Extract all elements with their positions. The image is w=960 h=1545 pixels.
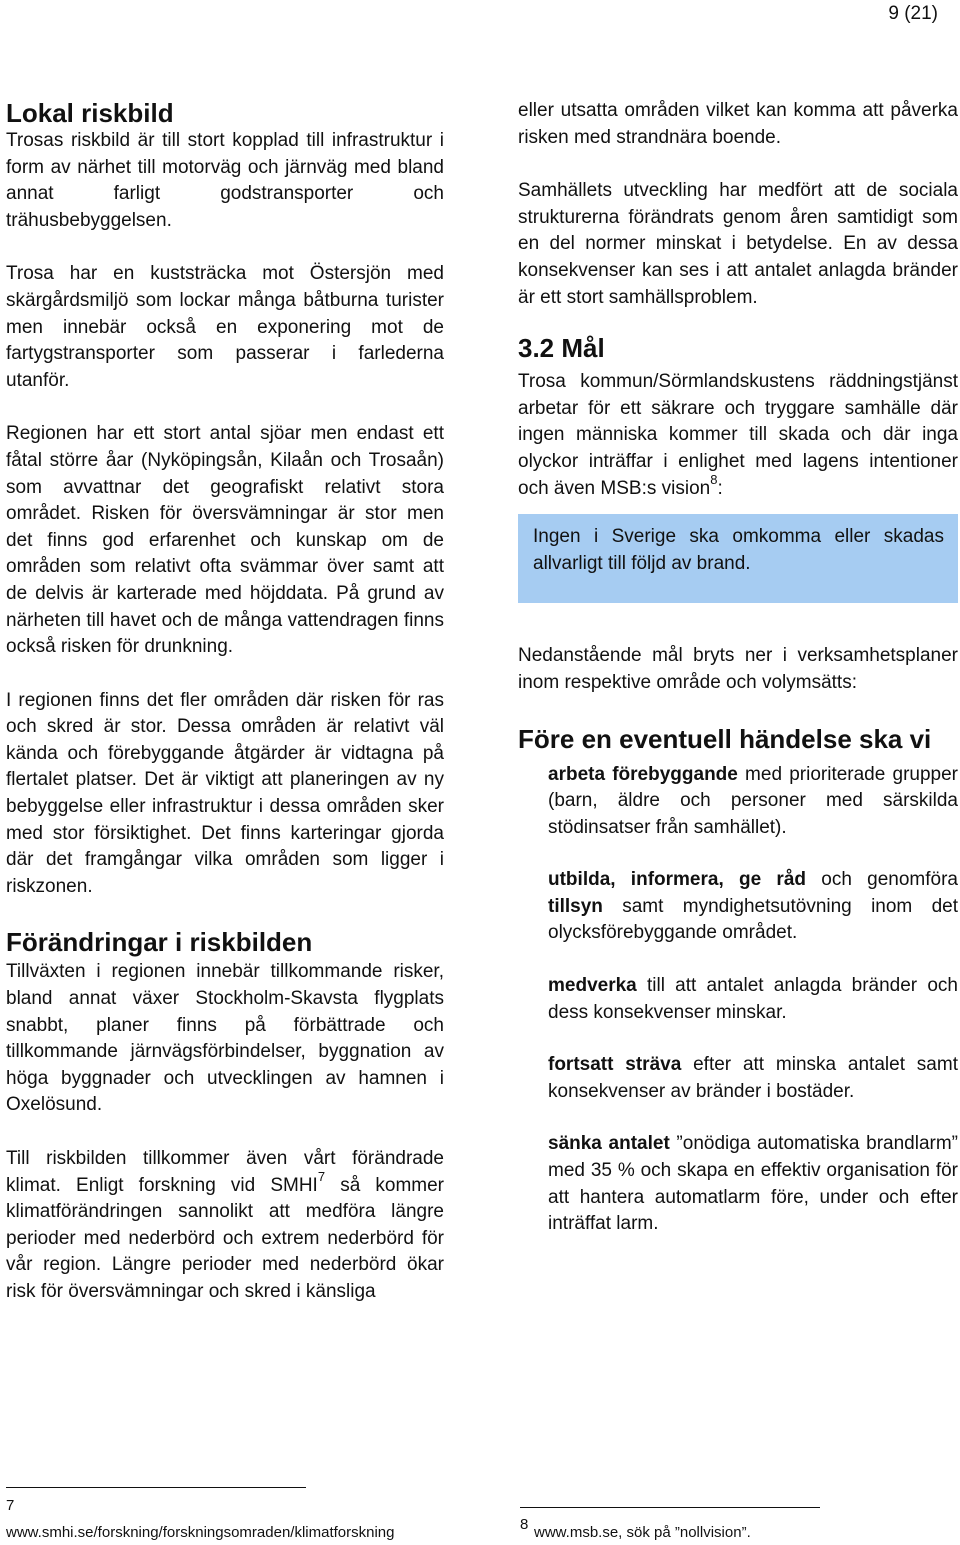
footnote-text-7: www.smhi.se/forskning/forskningsomraden/klimatforskning xyxy=(6,1524,395,1541)
paragraph-samhallsutveckling: Samhällets utveckling har medfört att de sociala strukturerna förändrats genom åren samtidigt som en del normer minskat i betydelse. En av dessa konsekvenser kan ses i att antalet anlagda bränder är ett stort samhällsproblem. xyxy=(518,180,958,308)
paragraph-ras-skred: I regionen finns det fler områden där risken för ras och skred är stor. Dessa områden är relativt väl kända och förebyggande åtgärder är vidtagna på flertalet platser. Det är viktigt att planeringen av ny bebyggelse eller infrastruktur i dessa områden sker med stor försiktighet. Det finns karteringar gjorda där det framgångar vilka områden som ligger i riskzonen. xyxy=(6,689,444,897)
heading-lokal-riskbild: Lokal riskbild xyxy=(6,98,174,128)
goal-list xyxy=(518,762,958,1238)
paragraph-kuststracka: Trosa har en kuststräcka mot Östersjön med skärgårdsmiljö som lockar många båtburna turister men innebär också en exponering mot de fartygstransporter som passerar i farlederna utanför. xyxy=(6,263,444,391)
heading-mal: 3.2 Mål xyxy=(518,333,605,364)
goal-item: sänka antalet ”onödiga automatiska brandlarm” med 35 % och skapa en effektiv organisation för att hantera automatlarm före, under och efter inträffat larm. xyxy=(548,1133,958,1235)
paragraph-strandnara: eller utsatta områden vilket kan komma att påverka risken med strandnära boende. xyxy=(518,100,958,148)
footnote-number-8: 8 xyxy=(520,1516,529,1533)
paragraph-mal-intro: Trosa kommun/Sörmlandskustens räddningstjänst arbetar för ett säkrare och tryggare samhälle där ingen människa kommer till skada och där inga olyckor inträffar i enlighet med lagens intentioner och även MSB:s vision$^8$: xyxy=(518,371,958,499)
left-column xyxy=(6,98,444,1306)
heading-fore-handelse: Före en eventuell händelse ska vi xyxy=(518,723,932,754)
goal-item: fortsatt sträva efter att minska antalet samt konsekvenser av bränder i bostäder. xyxy=(548,1054,958,1102)
goal-item: utbilda, informera, ge råd och genomföra tillsyn samt myndighetsutövning inom det olycksförebyggande området. xyxy=(548,869,958,944)
paragraph-klimat: Till riskbilden tillkommer även vårt förändrade klimat. Enligt forskning vid SMHI$^7$ så kommer klimatförändringen sannolikt att medföra längre perioder med nederbörd och extrem nederbörd för vår region. Längre perioder med nederbörd ökar risk för översvämningar och skred i känsliga xyxy=(6,1148,445,1302)
paragraph-riskbild-intro: Trosas riskbild är till stort kopplad till infrastruktur i form av närhet till motorväg och järnväg med bland annat farligt godstransporter och trähusbebyggelsen. xyxy=(6,130,444,231)
right-column xyxy=(518,98,958,1264)
heading-forandringar: Förändringar i riskbilden xyxy=(6,927,313,958)
footnote-divider-left xyxy=(6,1487,306,1488)
footnote-divider-right xyxy=(520,1507,820,1508)
paragraph-tillvaxt: Tillväxten i regionen innebär tillkommande risker, bland annat växer Stockholm-Skavsta flygplats snabbt, planer finns på förbättrade och tillkommande järnvägsförbindelser, byggnation av höga byggnader och utvecklingen av hamnen i Oxelösund. xyxy=(6,961,444,1116)
vision-box xyxy=(518,514,958,603)
footnote-number-7: 7 xyxy=(6,1497,15,1514)
page-number: 9 (21) xyxy=(888,3,938,24)
goal-item: arbeta förebyggande med prioriterade grupper (barn, äldre och personer med särskilda stödinsatser från samhället). xyxy=(548,763,959,838)
footnote-text-8: www.msb.se, sök på ”nollvision”. xyxy=(534,1524,751,1541)
footnote-ref-7: 7 xyxy=(317,1169,326,1185)
goal-item: medverka till att antalet anlagda bränder och dess konsekvenser minskar. xyxy=(548,975,958,1023)
paragraph-malbrytning: Nedanstående mål bryts ner i verksamhetsplaner inom respektive område och volymsätts: xyxy=(518,645,958,693)
footnote-ref-8: 8 xyxy=(710,472,718,488)
paragraph-sjoar-oversvamning: Regionen har ett stort antal sjöar men endast ett fåtal större åar (Nyköpingsån, Kilaån och Trosaån) som avvattnar det geografiskt relativt stora området. Risken för översvämningar är stor men det finns god erfarenhet och kunskap om de områden som relativt ofta svämmar över samt att de delvis är karterade med höjddata. På grund av närheten till havet och de många vattendragen finns också risken för drunkning. xyxy=(6,423,444,658)
vision-text: Ingen i Sverige ska omkomma eller skadas allvarligt till följd av brand. xyxy=(533,526,944,574)
